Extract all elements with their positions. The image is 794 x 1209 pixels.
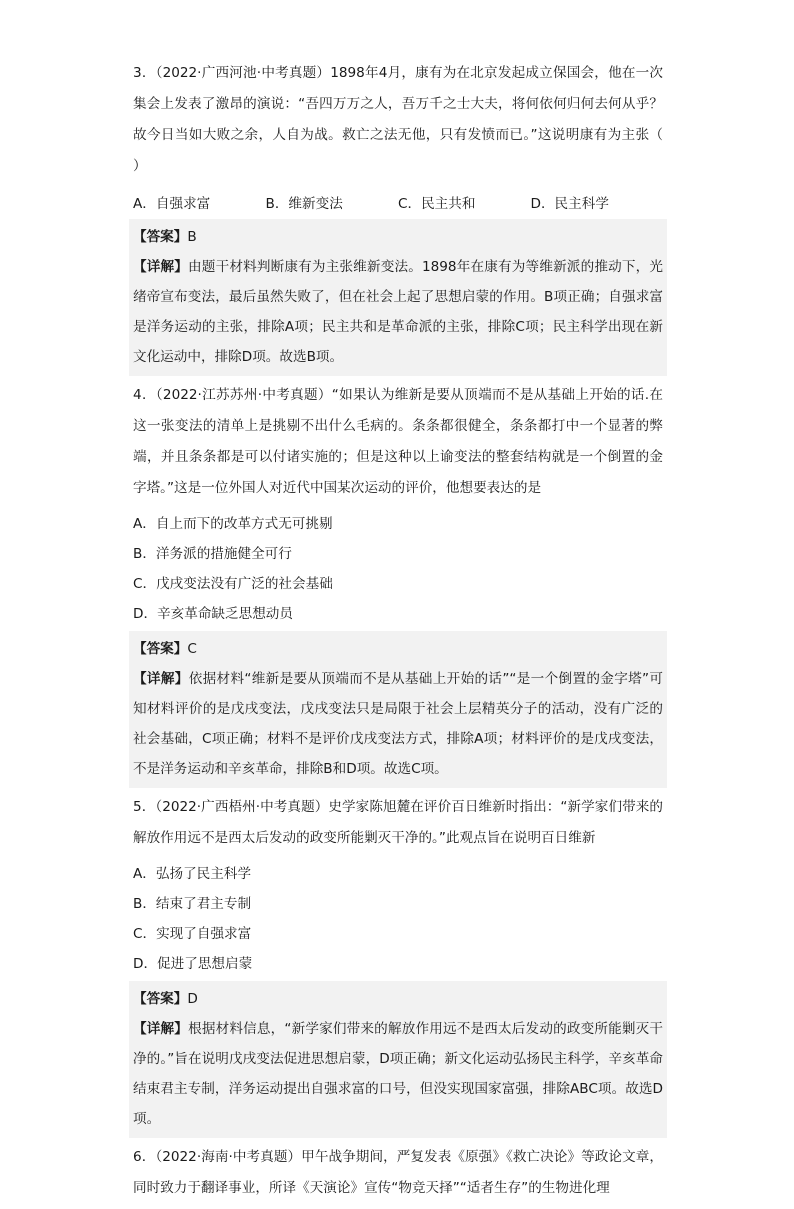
answer-line bbox=[133, 984, 663, 1014]
detail-line bbox=[133, 1014, 663, 1134]
options bbox=[133, 859, 663, 979]
answer-label: 【答案】 bbox=[133, 229, 188, 245]
options bbox=[133, 509, 663, 629]
option-a: A．自上而下的改革方式无可挑剔 bbox=[133, 516, 333, 532]
answer-label: 【答案】 bbox=[133, 641, 188, 657]
question-stem bbox=[133, 380, 663, 504]
option-d: D．辛亥革命缺乏思想动员 bbox=[133, 606, 293, 622]
option-b: B．维新变法 bbox=[265, 196, 343, 212]
detail-text: 依据材料“维新是要从顶端而不是从基础上开始的话”“是一个倒置的金字塔”可知材料评价的是戊戌变法，戊戌变法只是局限于社会上层精英分子的活动，没有广泛的社会基础，C项正确；材料不是评价戊戌变法方式，排除A项；材料评价的是戊戌变法，不是洋务运动和辛亥革命，排除B和D项。故选C项。 bbox=[133, 671, 663, 777]
question-5 bbox=[133, 792, 663, 1138]
question-stem-text: 5．（2022·广西梧州·中考真题）史学家陈旭麓在评价百日维新时指出：“新学家们带来的解放作用远不是西太后发动的政变所能剿灭干净的。”此观点旨在说明百日维新 bbox=[133, 799, 663, 846]
answer-block bbox=[129, 631, 667, 788]
answer-line bbox=[133, 222, 663, 252]
option-c: C．民主共和 bbox=[398, 196, 476, 212]
option-b: B．结束了君主专制 bbox=[133, 896, 252, 912]
question-stem-text: 6．（2022·海南·中考真题）甲午战争期间，严复发表《原强》《救亡决论》等政论文章，同时致力于翻译事业，所译《天演论》宣传“物竞天择”“适者生存”的生物进化理 bbox=[133, 1149, 663, 1196]
options bbox=[133, 187, 663, 217]
option-a: A．弘扬了民主科学 bbox=[133, 866, 252, 882]
answer-block bbox=[129, 219, 667, 376]
question-stem bbox=[133, 58, 691, 182]
option-d: D．促进了思想启蒙 bbox=[133, 956, 253, 972]
detail-label: 【详解】 bbox=[133, 671, 189, 687]
question-4 bbox=[133, 380, 663, 788]
detail-label: 【详解】 bbox=[133, 1021, 189, 1037]
answer-label: 【答案】 bbox=[133, 991, 188, 1007]
option-b: B．洋务派的措施健全可行 bbox=[133, 546, 292, 562]
answer-value: D bbox=[187, 991, 198, 1007]
detail-text: 由题干材料判断康有为主张维新变法。1898年在康有为等维新派的推动下，光绪帝宣布变法，最后虽然失败了，但在社会上起了思想启蒙的作用。B项正确；自强求富是洋务运动的主张，排除A项；民主共和是革命派的主张，排除C项；民主科学出现在新文化运动中，排除D项。故选B项。 bbox=[133, 259, 664, 365]
question-stem bbox=[133, 1142, 663, 1204]
question-6 bbox=[133, 1142, 663, 1204]
question-stem-text: 3．（2022·广西河池·中考真题）1898年4月，康有为在北京发起成立保国会，他在一次集会上发表了激昂的演说：“吾四万万之人，吾万千之士大夫，将何依何归何去何从乎？故今日当如大败之余，人自为战。救亡之法无他，只有发愤而已。”这说明康有为主张（ ） bbox=[133, 65, 691, 174]
answer-block bbox=[129, 981, 667, 1138]
question-stem-text: 4．（2022·江苏苏州·中考真题）“如果认为维新是要从顶端而不是从基础上开始的话.在这一张变法的清单上是挑剔不出什么毛病的。条条都很健全，条条都打中一个显著的弊端，并且条条都是可以付诸实施的；但是这种以上谕变法的整套结构就是一个倒置的金字塔。”这是一位外国人对近代中国某次运动的评价，他想要表达的是 bbox=[133, 387, 663, 496]
answer-value: B bbox=[187, 229, 197, 245]
detail-text: 根据材料信息，“新学家们带来的解放作用远不是西太后发动的政变所能剿灭干净的。”旨在说明戊戌变法促进思想启蒙，D项正确；新文化运动弘扬民主科学，辛亥革命结束君主专制，洋务运动提出自强求富的口号，但没实现国家富强，排除ABC项。故选D项。 bbox=[133, 1021, 664, 1127]
answer-line bbox=[133, 634, 663, 664]
option-a: A．自强求富 bbox=[133, 196, 211, 212]
detail-line bbox=[133, 252, 663, 372]
option-c: C．实现了自强求富 bbox=[133, 926, 252, 942]
detail-label: 【详解】 bbox=[133, 259, 189, 275]
question-3 bbox=[133, 58, 691, 376]
question-list bbox=[133, 58, 691, 1209]
question-stem bbox=[133, 792, 663, 854]
option-c: C．戊戌变法没有广泛的社会基础 bbox=[133, 576, 333, 592]
option-d: D．民主科学 bbox=[530, 196, 609, 212]
answer-value: C bbox=[187, 641, 197, 657]
detail-line bbox=[133, 664, 663, 784]
